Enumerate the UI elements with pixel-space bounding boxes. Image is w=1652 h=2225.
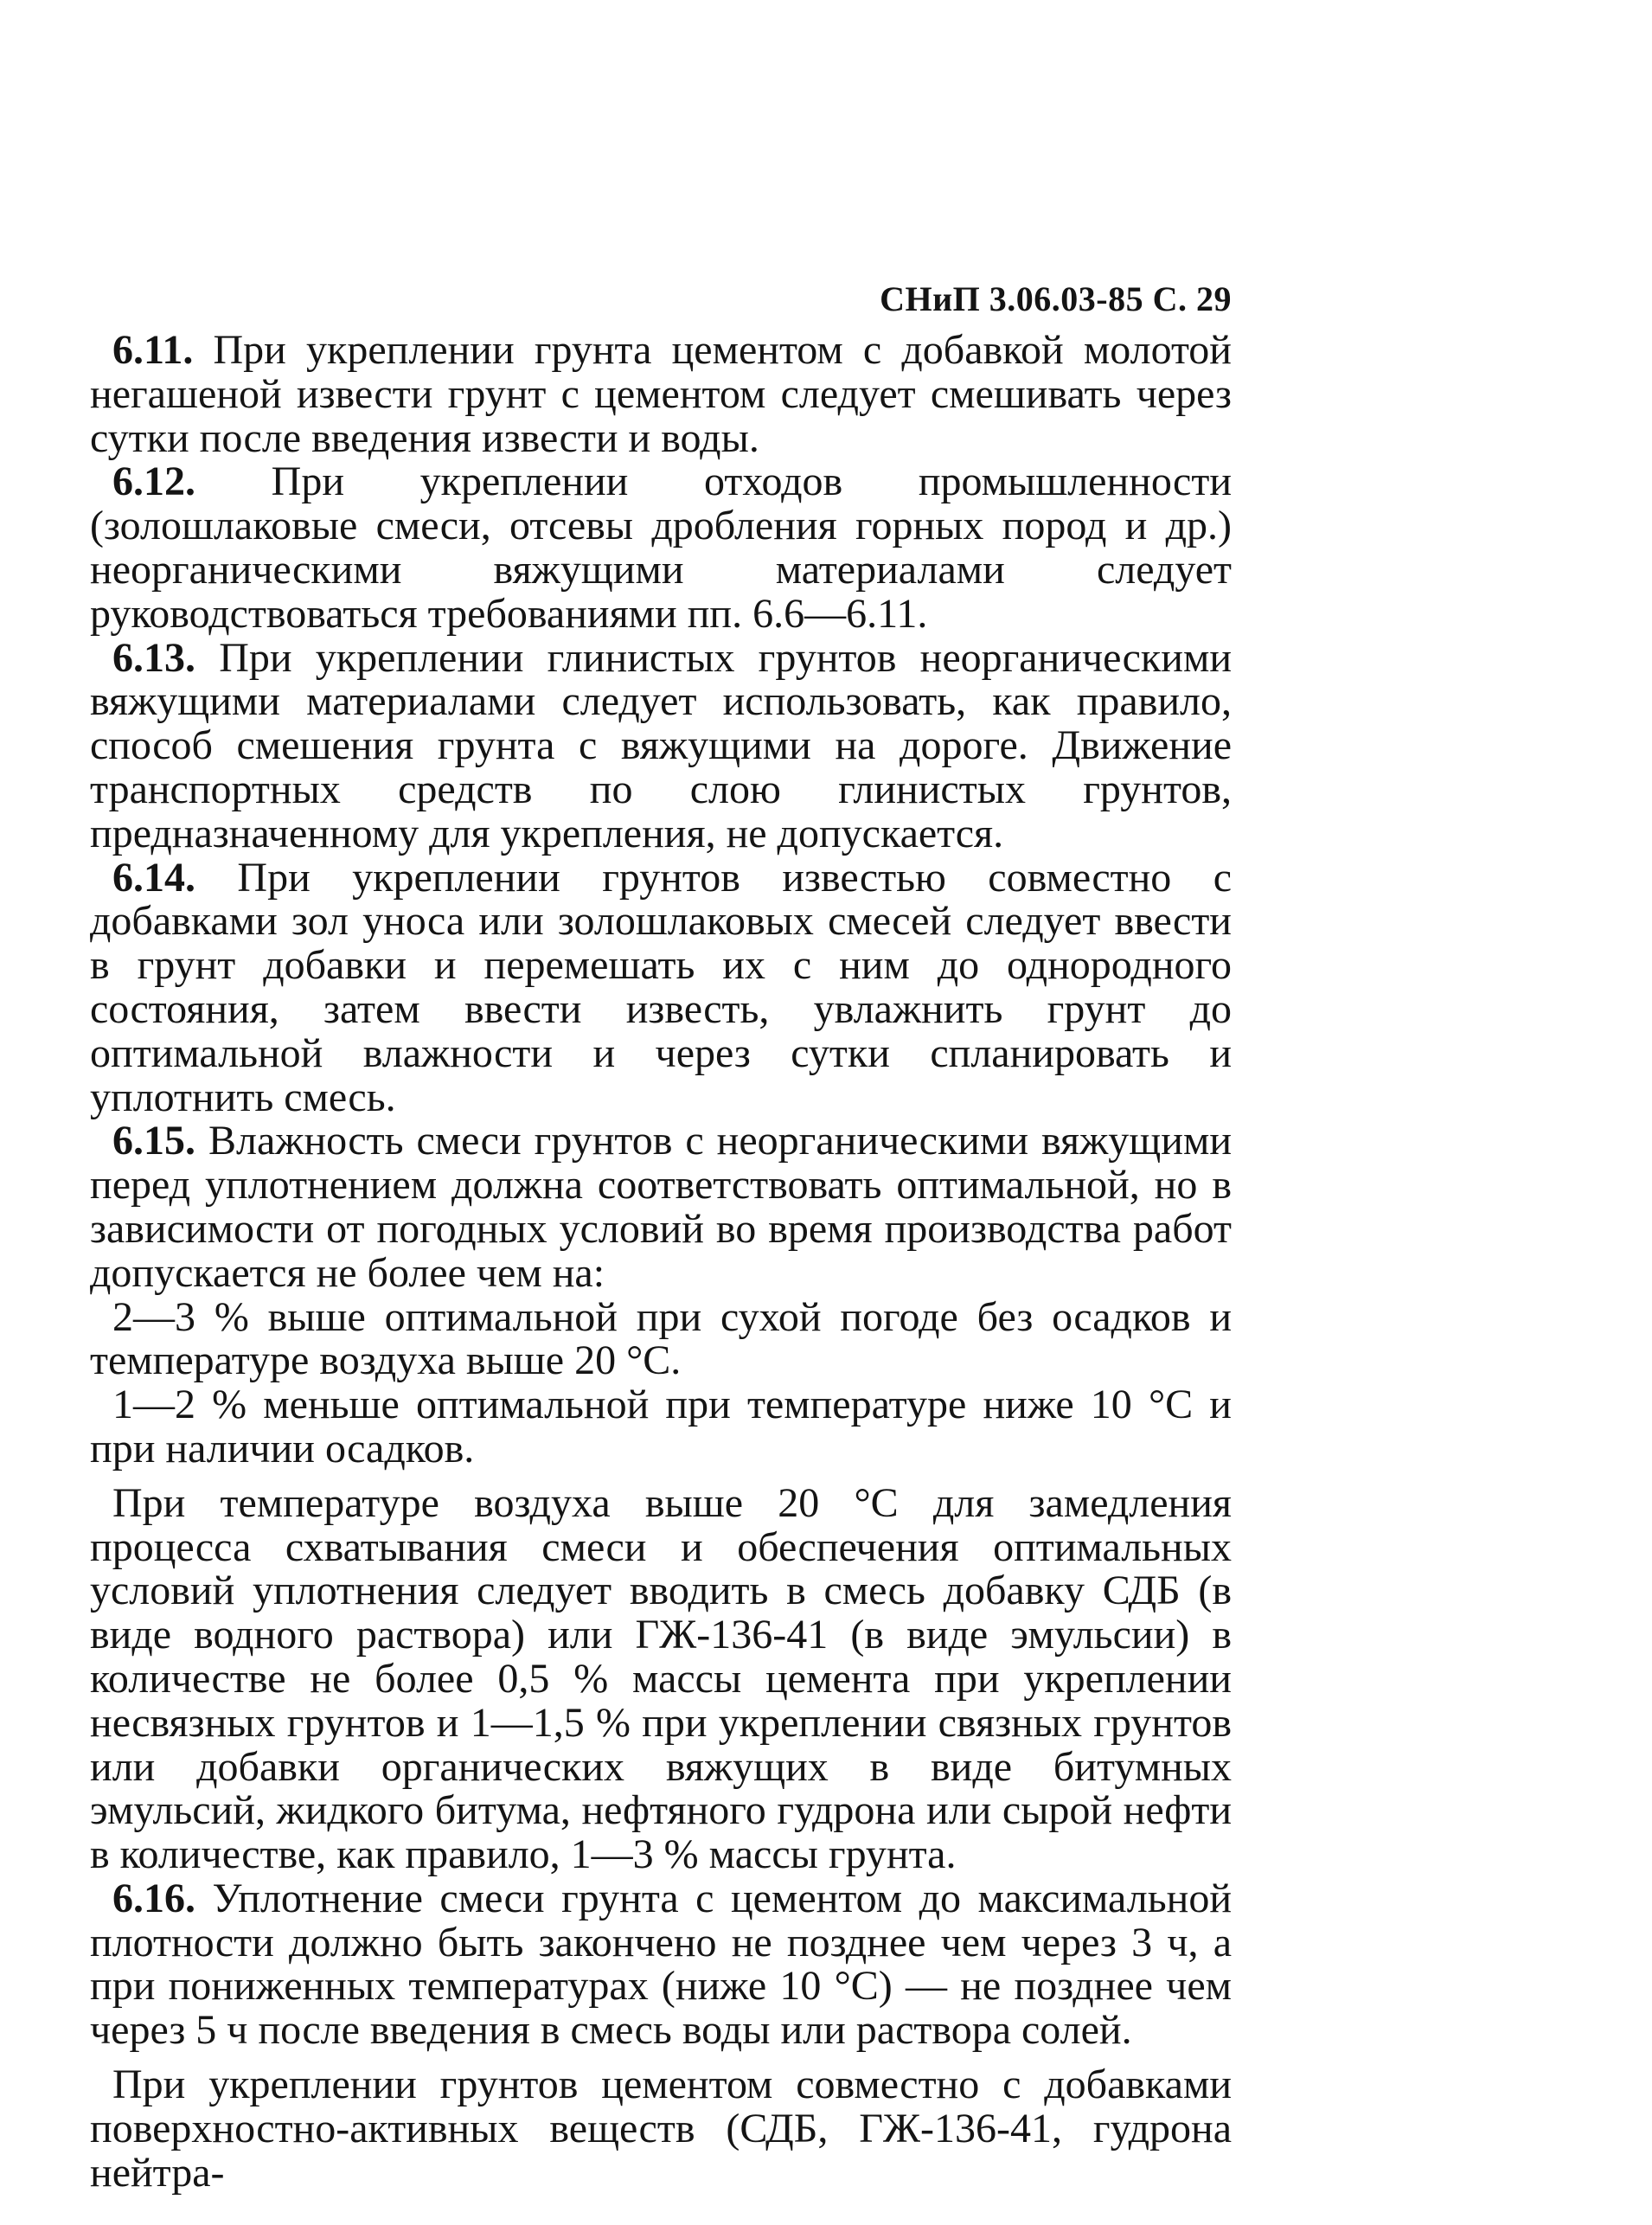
paragraph-text: 1—2 % меньше оптимальной при температуре ниже 10 °С и при наличии осадков. — [90, 1382, 1232, 1472]
paragraph-6-13 — [90, 634, 1232, 856]
paragraph-6-15-item-2 — [90, 1383, 1232, 1472]
paragraph-number: 6.15. — [112, 1118, 195, 1164]
paragraph-text: 2—3 % выше оптимальной при сухой погоде без осадков и температуре воздуха выше 20 °С. — [90, 1293, 1232, 1384]
paragraph-text: При укреплении грунта цементом с добавкой молотой негашеной извести грунт с цементом следует смешивать через сутки после введения извести и воды. — [90, 327, 1232, 461]
paragraph-text: При укреплении грунтов известью совместно с добавками зол уноса или золошлаковых смесей следует ввести в грунт добавки и перемешать их с ним до однородного состояния, затем ввести известь, увлажнить грунт до оптимальной влажности и через сутки спланировать и уплотнить смесь. — [90, 854, 1233, 1120]
paragraph-6-16 — [90, 1877, 1232, 2053]
paragraph-6-15-item-1 — [90, 1293, 1232, 1384]
paragraph-text: При температуре воздуха выше 20 °С для замедления процесса схватывания смеси и обеспечения оптимальных условий уплотнения следует вводить в смесь добавку СДБ (в виде водного раствора) или ГЖ-136-41 (в виде эмульсии) в количестве не более 0,5 % массы цемента при укреплении несвязных грунтов и 1—1,5 % при укреплении связных грунтов или добавки органических вяжущих в виде битумных эмульсий, жидкого битума, нефтяного гудрона или сырой нефти в количестве, как правило, 1—3 % массы грунта. — [90, 1479, 1232, 1878]
body-text — [90, 329, 1232, 2195]
paragraph-6-16-continued — [90, 2063, 1232, 2195]
paragraph-6-15-note — [90, 1479, 1232, 1878]
paragraph-6-15 — [90, 1119, 1232, 1295]
paragraph-text: При укреплении глинистых грунтов неорганическими вяжущими материалами следует использовать, как правило, способ смешения грунта с вяжущими на дороге. Движение транспортных средств по слою глинистых грунтов, предназначенному для укрепления, не допускается. — [90, 634, 1232, 856]
paragraph-number: 6.16. — [112, 1875, 195, 1921]
paragraph-text: Влажность смеси грунтов с неорганическими вяжущими перед уплотнением должна соответствовать оптимальной, но в зависимости от погодных условий во время производства работ допускается не более чем на: — [90, 1118, 1233, 1296]
paragraph-6-14 — [90, 856, 1232, 1120]
paragraph-text: Уплотнение смеси грунта с цементом до максимальной плотности должно быть закончено не позднее чем через 3 ч, а при пониженных температурах (ниже 10 °С) — не позднее чем через 5 ч после введения в смесь воды или раствора солей. — [90, 1875, 1233, 2054]
paragraph-text: При укреплении грунтов цементом совместно с добавками поверхностно-активных веществ (СДБ, ГЖ-136-41, гудрона нейтра- — [90, 2061, 1232, 2196]
running-header: СНиП 3.06.03-85 С. 29 — [880, 279, 1232, 318]
paragraph-text: При укреплении отходов промышленности (золошлаковые смеси, отсевы дробления горных пород и др.) неорганическими вяжущими материалами следует руководствоваться требованиями пп. 6.6—6.11. — [90, 458, 1233, 637]
paragraph-6-11 — [90, 329, 1232, 460]
paragraph-number: 6.11. — [112, 327, 194, 373]
paragraph-number: 6.14. — [112, 854, 195, 901]
paragraph-6-12 — [90, 460, 1232, 636]
paragraph-number: 6.12. — [112, 458, 195, 505]
paragraph-number: 6.13. — [112, 634, 195, 681]
